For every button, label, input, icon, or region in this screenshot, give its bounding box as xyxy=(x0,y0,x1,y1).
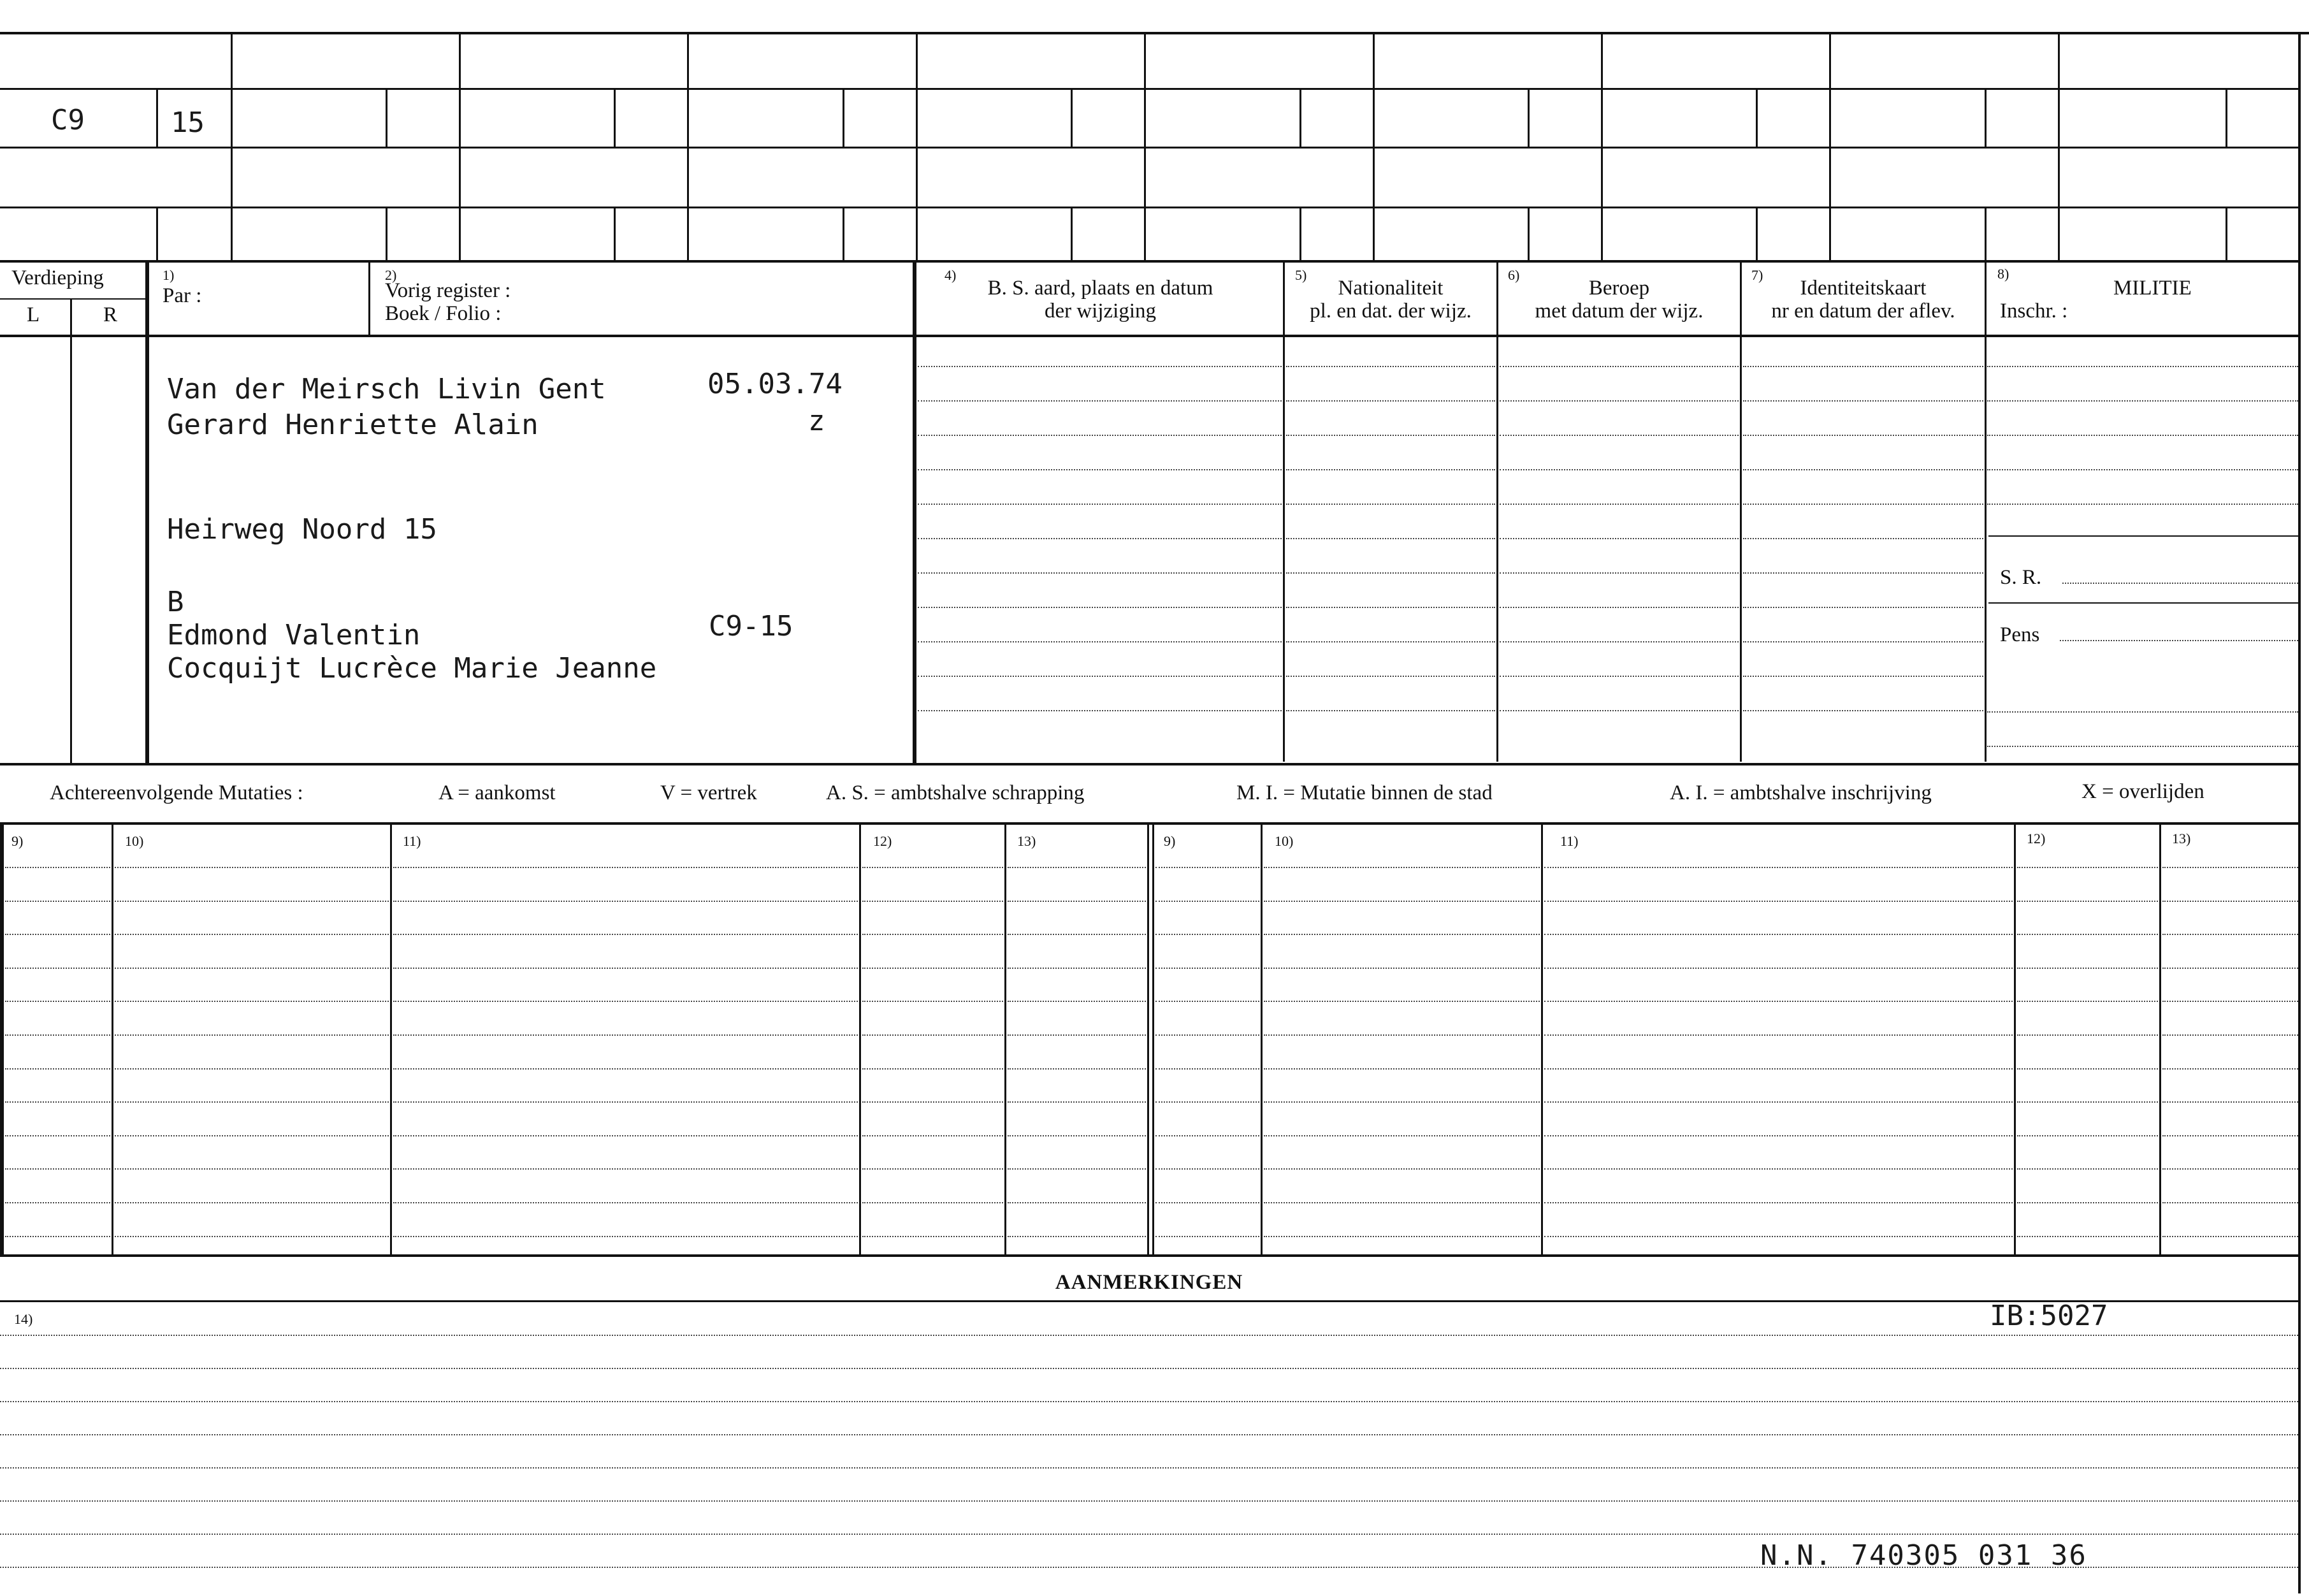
dotted-line xyxy=(115,901,389,902)
house-number: 15 xyxy=(171,106,205,139)
dotted-line xyxy=(918,641,1282,642)
dotted-line xyxy=(2162,901,2298,902)
dotted-line xyxy=(862,1135,1003,1136)
dotted-line xyxy=(1264,1135,1540,1136)
dotted-line xyxy=(1286,435,1495,436)
dotted-line xyxy=(918,607,1282,608)
dotted-line xyxy=(1743,469,1983,470)
dotted-line xyxy=(2017,1135,2158,1136)
dotted-line xyxy=(1500,435,1739,436)
civil-status-header: B. S. aard, plaats en datum xyxy=(987,277,1213,300)
dotted-line xyxy=(1544,968,2013,969)
col-11-left: 11) xyxy=(403,833,421,849)
dotted-line xyxy=(1155,968,1259,969)
dotted-line xyxy=(2162,1168,2298,1170)
dotted-line xyxy=(1286,400,1495,402)
dotted-line xyxy=(5,1135,110,1136)
dotted-line xyxy=(1155,1101,1259,1103)
dotted-line xyxy=(1264,901,1540,902)
nationality-header: Nationaliteit xyxy=(1338,277,1444,300)
dotted-line xyxy=(115,1168,389,1170)
dotted-line xyxy=(5,968,110,969)
dotted-line xyxy=(1544,1034,2013,1036)
dotted-line xyxy=(862,1034,1003,1036)
dotted-line xyxy=(1155,934,1259,935)
dotted-line xyxy=(1743,538,1983,539)
legend-death: X = overlijden xyxy=(2081,780,2204,803)
dotted-line xyxy=(2162,968,2298,969)
legend-arrival: A = aankomst xyxy=(438,781,556,804)
dotted-line xyxy=(1987,400,2298,402)
dotted-line xyxy=(862,1236,1003,1237)
dotted-line xyxy=(862,1202,1003,1203)
dotted-line xyxy=(393,1236,858,1237)
dotted-line xyxy=(393,1168,858,1170)
dotted-line xyxy=(1987,435,2298,436)
dotted-line xyxy=(2017,934,2158,935)
dotted-line xyxy=(1743,641,1983,642)
dotted-line xyxy=(393,934,858,935)
dotted-line xyxy=(1155,901,1259,902)
dotted-line xyxy=(1500,469,1739,470)
dotted-line xyxy=(1264,1034,1540,1036)
dotted-line xyxy=(1264,968,1540,969)
dotted-line xyxy=(115,1236,389,1237)
profession-header: Beroep xyxy=(1588,277,1650,300)
dotted-line xyxy=(862,1168,1003,1170)
legend-registration: A. I. = ambtshalve inschrijving xyxy=(1670,781,1932,804)
dotted-line xyxy=(1500,400,1739,402)
sr-label: S. R. xyxy=(2000,566,2042,589)
dotted-line xyxy=(393,867,858,868)
dotted-line xyxy=(1286,366,1495,367)
dotted-line xyxy=(2017,1001,2158,1002)
dotted-line xyxy=(1987,469,2298,470)
dotted-line xyxy=(1743,572,1983,574)
birth-date: 05.03.74 xyxy=(707,368,843,400)
dotted-line xyxy=(1264,1068,1540,1070)
dotted-line xyxy=(862,934,1003,935)
dotted-line xyxy=(0,1335,2298,1336)
dotted-line xyxy=(1286,607,1495,608)
person-name: Van der Meirsch Livin Gent xyxy=(167,373,606,405)
dotted-line xyxy=(2162,867,2298,868)
dotted-line xyxy=(2162,1236,2298,1237)
dotted-line xyxy=(1264,1168,1540,1170)
dotted-line xyxy=(1544,934,2013,935)
dotted-line xyxy=(2017,1168,2158,1170)
dotted-line xyxy=(1264,1001,1540,1002)
dotted-line xyxy=(2162,1001,2298,1002)
right-border xyxy=(2298,32,2301,1593)
dotted-line xyxy=(2017,1202,2158,1203)
legend-departure: V = vertrek xyxy=(660,781,757,804)
dotted-line xyxy=(1544,1168,2013,1170)
dotted-line xyxy=(115,1034,389,1036)
dotted-line xyxy=(1743,366,1983,367)
dotted-line xyxy=(5,901,110,902)
identity-card-header: Identiteitskaart xyxy=(1800,277,1927,300)
col-10-right: 10) xyxy=(1275,833,1294,849)
dotted-line xyxy=(862,968,1003,969)
dotted-line xyxy=(1264,1236,1540,1237)
dotted-line xyxy=(862,1101,1003,1103)
col-12-left: 12) xyxy=(873,833,892,849)
dotted-line xyxy=(1008,1068,1146,1070)
dotted-line xyxy=(393,1202,858,1203)
inschr-label: Inschr. : xyxy=(2000,300,2068,323)
dotted-line xyxy=(393,901,858,902)
dotted-line xyxy=(2162,1101,2298,1103)
dotted-line xyxy=(1264,867,1540,868)
dotted-line xyxy=(2017,867,2158,868)
col-13-left: 13) xyxy=(1017,833,1036,849)
dotted-line xyxy=(1286,469,1495,470)
dotted-line xyxy=(2017,1068,2158,1070)
legend-removal: A. S. = ambtshalve schrapping xyxy=(826,781,1085,804)
dotted-line xyxy=(1286,572,1495,574)
dotted-line xyxy=(1500,641,1739,642)
dotted-line xyxy=(1500,504,1739,505)
top-border xyxy=(0,32,2309,34)
dotted-line xyxy=(1544,1236,2013,1237)
name-column-border xyxy=(145,261,149,765)
dotted-line xyxy=(1286,710,1495,711)
dotted-line xyxy=(918,572,1282,574)
dotted-line xyxy=(115,1135,389,1136)
dotted-line xyxy=(2017,901,2158,902)
col-13-right: 13) xyxy=(2172,831,2191,846)
dotted-line xyxy=(1500,538,1739,539)
dotted-line xyxy=(115,1101,389,1103)
dotted-line xyxy=(1743,607,1983,608)
dotted-line xyxy=(1008,1168,1146,1170)
dotted-line xyxy=(1987,746,2298,747)
father-name: Edmond Valentin xyxy=(167,619,421,651)
dotted-line xyxy=(1008,901,1146,902)
dotted-line xyxy=(1743,504,1983,505)
dotted-line xyxy=(5,934,110,935)
dotted-line xyxy=(2162,934,2298,935)
remarks-title: AANMERKINGEN xyxy=(1055,1271,1243,1294)
dotted-line xyxy=(115,1068,389,1070)
dotted-line xyxy=(393,1101,858,1103)
dotted-line xyxy=(1008,1001,1146,1002)
dotted-line xyxy=(1743,435,1983,436)
dotted-line xyxy=(1008,1034,1146,1036)
dotted-line xyxy=(1743,400,1983,402)
dotted-line xyxy=(1008,1135,1146,1136)
dotted-line xyxy=(1155,1034,1259,1036)
sex-mark: z xyxy=(808,405,825,437)
dotted-line xyxy=(2017,1236,2158,1237)
dotted-line xyxy=(1987,504,2298,505)
dotted-line xyxy=(1155,867,1259,868)
dotted-line xyxy=(1544,1202,2013,1203)
dotted-line xyxy=(1264,1101,1540,1103)
dotted-line xyxy=(1544,867,2013,868)
dotted-line xyxy=(1008,1236,1146,1237)
dotted-line xyxy=(918,366,1282,367)
dotted-line xyxy=(1008,968,1146,969)
dotted-line xyxy=(0,1368,2298,1369)
dotted-line xyxy=(1155,1135,1259,1136)
dotted-line xyxy=(918,400,1282,402)
dotted-line xyxy=(1008,867,1146,868)
book-folio-label: Boek / Folio : xyxy=(385,302,502,325)
dotted-line xyxy=(918,676,1282,677)
dotted-line xyxy=(2162,1034,2298,1036)
person-given-names: Gerard Henriette Alain xyxy=(167,409,539,441)
militia-header: MILITIE xyxy=(2113,277,2192,300)
block-ref: C9-15 xyxy=(709,610,793,642)
dotted-line xyxy=(1743,710,1983,711)
dotted-line xyxy=(1155,1001,1259,1002)
dotted-line xyxy=(918,469,1282,470)
dotted-line xyxy=(1008,1202,1146,1203)
dotted-line xyxy=(1286,538,1495,539)
col-9-right: 9) xyxy=(1164,833,1176,849)
dotted-line xyxy=(1155,1202,1259,1203)
dotted-line xyxy=(918,538,1282,539)
dotted-line xyxy=(0,1500,2298,1502)
dotted-line xyxy=(5,1202,110,1203)
dotted-line xyxy=(1264,934,1540,935)
dotted-line xyxy=(1264,1202,1540,1203)
dotted-line xyxy=(5,1034,110,1036)
population-register-card: C9 15 Verdieping L R 1) Par : 2) Vorig register : Boek / Folio : 4) B. S. aard, plaats en datum der wijziging 5) Nationaliteit pl. en dat. der wijz. 6) Beroep met datum der wijz. 7) Identiteitskaart nr en datum der aflev. 8) MILITIE Inschr. : Van der Meirsch Livin Gent 05.03.74 Gerard Henriette Alain z Heirweg Noord 15 B Edmond Valentin C9-15 Cocquijt Lucrèce Marie Jeanne S. R. Pens Achtereenvolgende Mutaties : A = aankomst V = vertrek A. S. = ambtshalve schrapping M. I. = Mutatie binnen de stad A. I. = ambtshalve inschrijving X = overlijden 9) 10) 11) 12) 13) 9) 10) 11) 12) 13) AANMERKINGEN 14) IB:5027 N.N. 740305 031 36 xyxy=(0,0,2309,1596)
dotted-line xyxy=(1544,1001,2013,1002)
dotted-line xyxy=(0,1467,2298,1469)
mother-name: Cocquijt Lucrèce Marie Jeanne xyxy=(167,652,657,685)
block-code: C9 xyxy=(51,104,85,136)
dotted-line xyxy=(393,1001,858,1002)
col-11-right: 11) xyxy=(1560,833,1579,849)
dotted-line xyxy=(5,867,110,868)
dotted-line xyxy=(1500,607,1739,608)
dotted-line xyxy=(918,710,1282,711)
dotted-line xyxy=(115,867,389,868)
par-label: Par : xyxy=(163,284,202,307)
dotted-line xyxy=(862,901,1003,902)
dotted-line xyxy=(1286,641,1495,642)
dotted-line xyxy=(918,504,1282,505)
dotted-line xyxy=(2162,1202,2298,1203)
dotted-line xyxy=(2017,968,2158,969)
dotted-line xyxy=(1155,1068,1259,1070)
dotted-line xyxy=(5,1236,110,1237)
dotted-line xyxy=(393,968,858,969)
dotted-line xyxy=(1987,366,2298,367)
dotted-line xyxy=(2162,1068,2298,1070)
dotted-line xyxy=(1500,572,1739,574)
dotted-line xyxy=(5,1168,110,1170)
dotted-line xyxy=(115,1202,389,1203)
col-10-left: 10) xyxy=(125,833,144,849)
dotted-line xyxy=(393,1135,858,1136)
dotted-line xyxy=(1544,1135,2013,1136)
dotted-line xyxy=(1500,710,1739,711)
dotted-line xyxy=(1743,676,1983,677)
floor-left-label: L xyxy=(27,303,40,326)
dotted-line xyxy=(115,968,389,969)
dotted-line xyxy=(1008,934,1146,935)
dotted-line xyxy=(1155,1168,1259,1170)
dotted-line xyxy=(2017,1101,2158,1103)
legend-internal-move: M. I. = Mutatie binnen de stad xyxy=(1236,781,1493,804)
dotted-line xyxy=(5,1001,110,1002)
national-number: N.N. 740305 031 36 xyxy=(1760,1539,2087,1572)
dotted-line xyxy=(862,1068,1003,1070)
dotted-line xyxy=(1500,366,1739,367)
dotted-line xyxy=(1286,676,1495,677)
dotted-line xyxy=(1155,1236,1259,1237)
dotted-line xyxy=(918,435,1282,436)
dotted-line xyxy=(862,867,1003,868)
floor-label: Verdieping xyxy=(11,266,104,289)
dotted-line xyxy=(115,934,389,935)
previous-register-label: Vorig register : xyxy=(385,279,511,302)
dotted-line xyxy=(2162,1135,2298,1136)
dotted-line xyxy=(0,1534,2298,1535)
dotted-line xyxy=(5,1101,110,1103)
dotted-line xyxy=(393,1034,858,1036)
dotted-line xyxy=(0,1401,2298,1402)
address: Heirweg Noord 15 xyxy=(167,513,437,546)
floor-right-label: R xyxy=(103,303,118,326)
dotted-line xyxy=(393,1068,858,1070)
dotted-line xyxy=(1286,504,1495,505)
pens-label: Pens xyxy=(2000,623,2040,646)
dotted-line xyxy=(1500,676,1739,677)
dotted-line xyxy=(1544,1068,2013,1070)
dotted-line xyxy=(5,1068,110,1070)
dotted-line xyxy=(862,1001,1003,1002)
dotted-line xyxy=(1544,901,2013,902)
marker: B xyxy=(167,586,184,618)
dotted-line xyxy=(1987,711,2298,713)
col-9-left: 9) xyxy=(11,833,24,849)
mutations-title: Achtereenvolgende Mutaties : xyxy=(50,781,303,804)
dotted-line xyxy=(1008,1101,1146,1103)
dotted-line xyxy=(2017,1034,2158,1036)
ib-number: IB:5027 xyxy=(1990,1300,2108,1332)
dotted-line xyxy=(1544,1101,2013,1103)
dotted-line xyxy=(115,1001,389,1002)
dotted-line xyxy=(0,1434,2298,1435)
col-12-right: 12) xyxy=(2027,831,2046,846)
